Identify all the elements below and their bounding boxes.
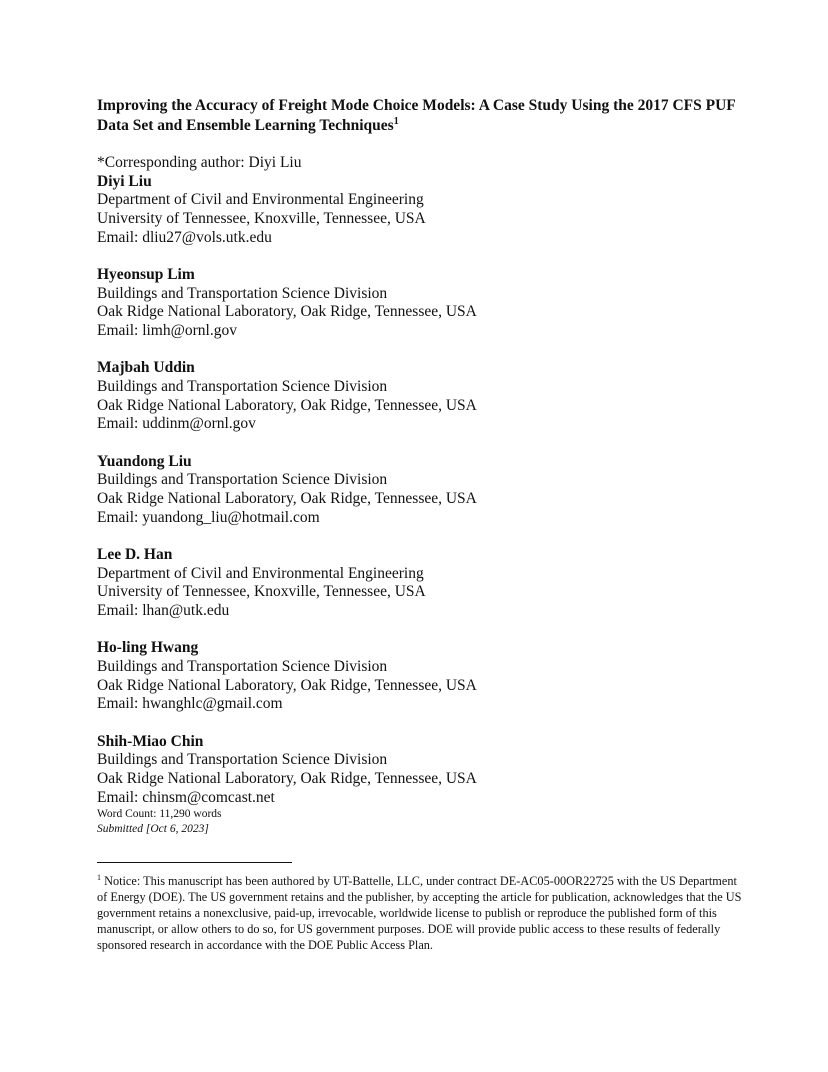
word-count: Word Count: 11,290 words [97, 808, 222, 821]
author-email: Email: dliu27@vols.utk.edu [97, 228, 272, 246]
author-affiliation-institution: University of Tennessee, Knoxville, Tennessee, USA [97, 210, 426, 228]
author-affiliation-institution: Oak Ridge National Laboratory, Oak Ridge, Tennessee, USA [97, 676, 477, 694]
author-block-5 [97, 546, 747, 621]
footnote-mark: 1 [97, 873, 101, 883]
author-email: Email: lhan@utk.edu [97, 602, 230, 620]
title-footnote-mark: 1 [393, 115, 399, 127]
author-affiliation-department: Buildings and Transportation Science Division [97, 657, 388, 675]
author-email: Email: uddinm@ornl.gov [97, 415, 256, 433]
author-block-4 [97, 453, 747, 528]
title-page [97, 96, 747, 953]
author-affiliation-department: Department of Civil and Environmental Engineering [97, 564, 424, 582]
author-name: Majbah Uddin [97, 359, 195, 377]
author-name: Hyeonsup Lim [97, 266, 195, 284]
author-affiliation-institution: Oak Ridge National Laboratory, Oak Ridge, Tennessee, USA [97, 769, 477, 787]
author-name: Yuandong Liu [97, 452, 192, 470]
author-block-1 [97, 173, 747, 248]
author-block-2 [97, 266, 747, 341]
author-affiliation-department: Department of Civil and Environmental Engineering [97, 191, 424, 209]
author-email: Email: yuandong_liu@hotmail.com [97, 508, 320, 526]
author-block-7 [97, 733, 747, 808]
submitted-date: Submitted [Oct 6, 2023] [97, 823, 209, 836]
author-affiliation-department: Buildings and Transportation Science Division [97, 284, 388, 302]
author-name: Ho-ling Hwang [97, 639, 199, 657]
footnote-divider [97, 862, 292, 863]
author-email: Email: limh@ornl.gov [97, 322, 237, 340]
author-name: Lee D. Han [97, 545, 173, 563]
author-name: Shih-Miao Chin [97, 732, 204, 750]
paper-title [97, 96, 747, 136]
author-affiliation-institution: Oak Ridge National Laboratory, Oak Ridge, Tennessee, USA [97, 490, 477, 508]
author-affiliation-department: Buildings and Transportation Science Division [97, 471, 388, 489]
author-affiliation-institution: University of Tennessee, Knoxville, Tennessee, USA [97, 583, 426, 601]
author-email: Email: hwanghlc@gmail.com [97, 695, 283, 713]
author-email: Email: chinsm@comcast.net [97, 788, 275, 806]
author-affiliation-institution: Oak Ridge National Laboratory, Oak Ridge, Tennessee, USA [97, 396, 477, 414]
author-name: Diyi Liu [97, 172, 152, 190]
author-affiliation-institution: Oak Ridge National Laboratory, Oak Ridge, Tennessee, USA [97, 303, 477, 321]
author-affiliation-department: Buildings and Transportation Science Division [97, 378, 388, 396]
author-block-6 [97, 639, 747, 714]
footnote [97, 870, 747, 953]
paper-title-text: Improving the Accuracy of Freight Mode Choice Models: A Case Study Using the 2017 CFS PUF Data Set and Ensemble Learning Techniques [97, 97, 736, 134]
author-affiliation-department: Buildings and Transportation Science Division [97, 751, 388, 769]
author-block-3 [97, 359, 747, 434]
footnote-text: Notice: This manuscript has been authored by UT-Battelle, LLC, under contract DE-AC05-00OR22725 with the US Department of Energy (DOE). The US government retains and the publisher, by accepting the article for publication, acknowledges that the US government retains a nonexclusive, paid-up, irrevocable, worldwide license to publish or reproduce the published form of this manuscript, or allow others to do so, for US government purposes. DOE will provide public access to these results of federally sponsored research in accordance with the DOE Public Access Plan. [97, 874, 742, 953]
corresponding-author: *Corresponding author: Diyi Liu [97, 154, 302, 171]
